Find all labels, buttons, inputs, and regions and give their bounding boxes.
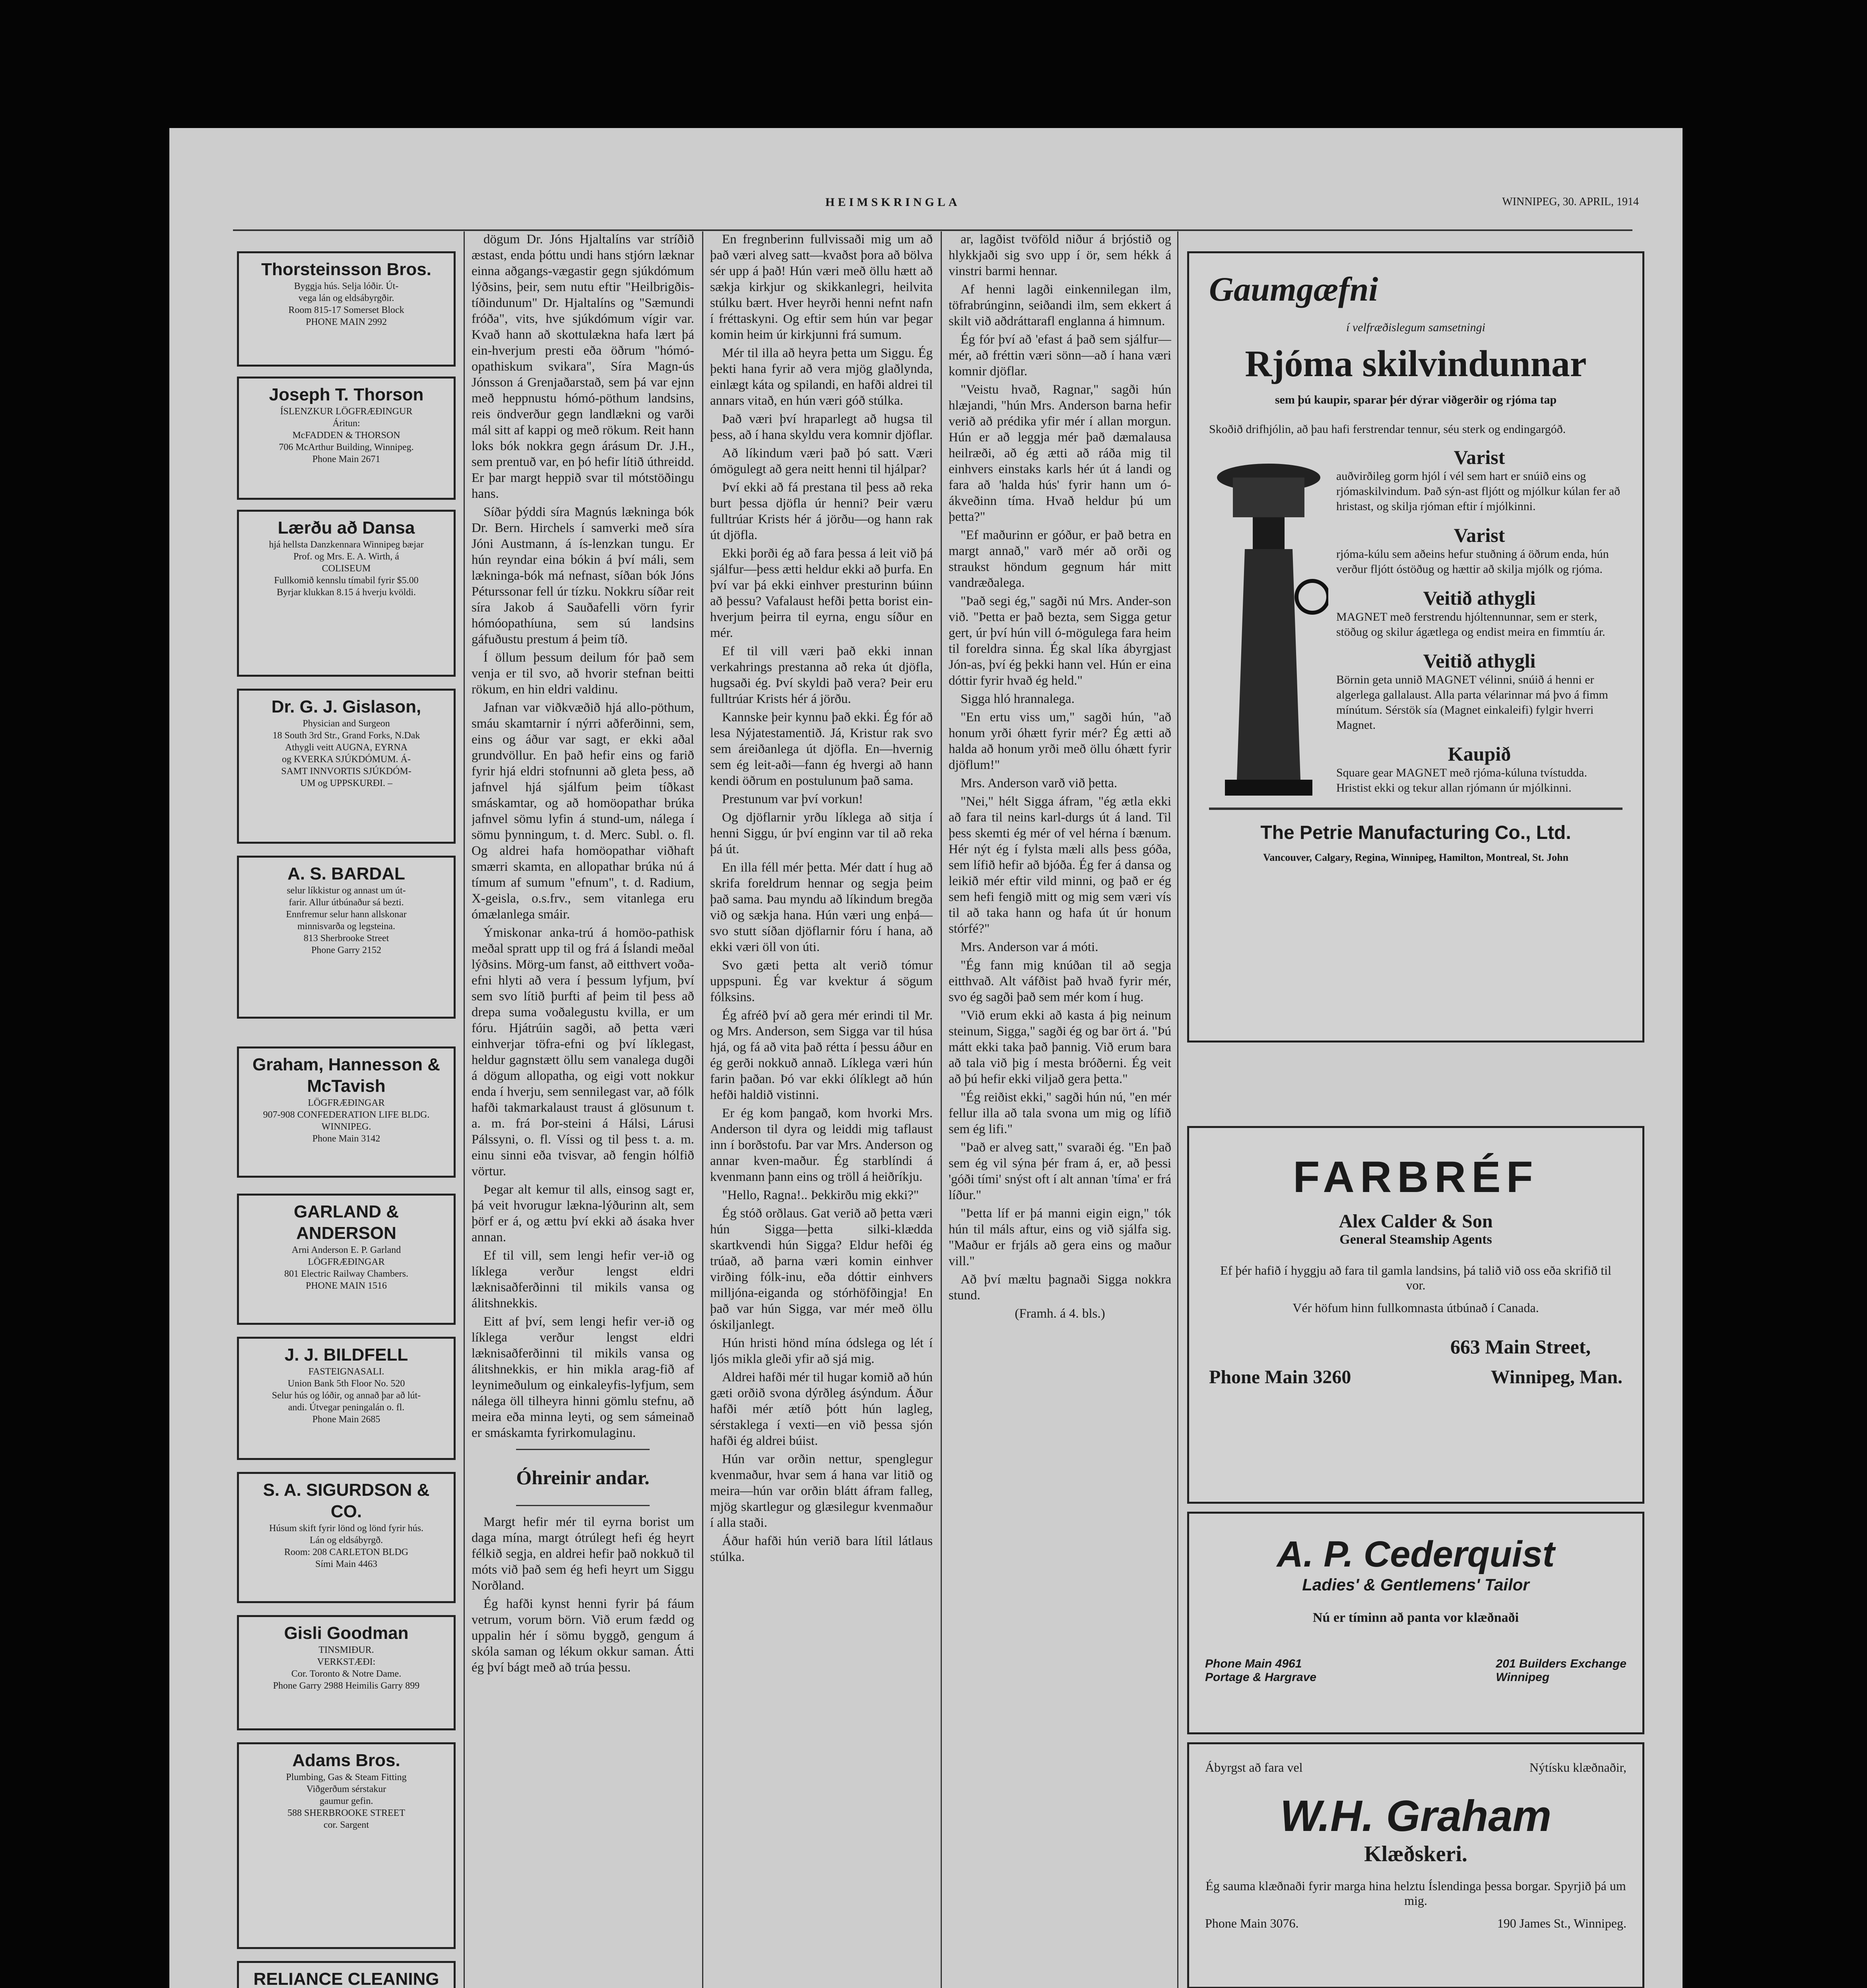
paragraph: "Ég fann mig knúðan til að segja eitthvað. Alt váfðist það hvað fyrir mér, svo ég sagði það sem mér kom í hug. <box>949 958 1171 1004</box>
column-rule-3 <box>941 231 942 1988</box>
paragraph: ar, lagðist tvöföld niður á brjóstið og hlykkjaði sig svo upp í ör, sem hékk á vinstri barmi hennar. <box>949 232 1171 278</box>
ad-name: Thorsteinsson Bros. <box>261 260 431 279</box>
paragraph: Því ekki að fá prestana til þess að reka burt þessa djöfla úr henni? Þeir væru fulltrúar Krists hér á jörðu—og hann rak út djöfla. <box>710 480 933 542</box>
graham-title: Klæðskeri. <box>1364 1842 1467 1866</box>
ad-line: Lán og eldsábyrgð. <box>309 1535 383 1545</box>
paragraph: Hún var orðin nettur, spenglegur kvenmaður, hvar sem á hana var litið og meira—hún var orðin blátt áfram falleg, mjög skartlegur og glæsilegur kvenmaður í alla staði. <box>710 1452 933 1530</box>
ad-line: Selur hús og lóðir, og annað þar að lút- <box>272 1390 421 1401</box>
ad-line: Sími Main 4463 <box>315 1559 377 1569</box>
business-card-ad <box>237 1046 456 1178</box>
section-heading: Veitið athygli <box>1423 587 1536 609</box>
graham-name: W.H. Graham <box>1280 1792 1552 1840</box>
paragraph: Svo gæti þetta alt verið tómur uppspuni. Ég var kvektur á sögum fólksins. <box>710 958 933 1004</box>
story-heading: Óhreinir andar. <box>516 1466 650 1489</box>
ad-name: Joseph T. Thorson <box>269 385 424 404</box>
header-rule <box>233 229 1632 231</box>
ad-line: Room: 208 CARLETON BLDG <box>284 1547 409 1557</box>
farbref-address-2: Winnipeg, Man. <box>1490 1367 1622 1388</box>
graham-tailor-ad <box>1187 1742 1644 1988</box>
business-card-ad <box>237 1194 456 1325</box>
business-card-ad <box>237 377 456 500</box>
graham-text: Ég sauma klæðnaði fyrir marga hina helztu Íslendinga þessa borgar. Spyrjið þá um mig. <box>1205 1879 1626 1908</box>
ad-line: FASTEIGNASALI. <box>308 1367 384 1377</box>
paragraph: Jafnan var viðkvæðið hjá allo-pöthum, smáu skamtarnir í nýrri aðferðinni, sem, eins og áður var sagt, er ekki aðal grundvöllur. En það hefir eins og farið fyrir hjá eldri stofnunni að gleta þess, að jafnvel hjá sjálfum þeim tíðkast smáskamtar, og að homöopathar brúka jafnvel sömu lyfin á stund-um, nálega í sömu þynningum, t. d. Merc. Subl. o. fl. Og aldrei hafa homöopathar viðhaft smærri skamta, en allopathar brúka nú á tímum af sumum "efnum", t. d. Radium, X-geisla, o.s.frv., sem vitanlega eru ómælanlega smáir. <box>472 701 694 922</box>
graham-phone: Phone Main 3076. <box>1205 1916 1299 1930</box>
ad-line: Union Bank 5th Floor No. 520 <box>287 1378 405 1389</box>
divider <box>516 1449 650 1450</box>
paragraph: Það væri því hraparlegt að hugsa til þess, að í hana skyldu vera komnir djöflar. <box>710 412 933 442</box>
business-card-ad <box>237 689 456 844</box>
ad-line: andi. Útvegar peningalán o. fl. <box>288 1402 405 1413</box>
ad-name: GARLAND & ANDERSON <box>294 1202 399 1243</box>
ad-heading: Rjóma skilvindunnar <box>1245 343 1587 384</box>
ad-line: Byrjar klukkan 8.15 á hverju kvöldi. <box>277 587 416 598</box>
paragraph: "Það segi ég," sagði nú Mrs. Ander-son við. "Þetta er það bezta, sem Sigga getur gert, úr því hún vill ó-mögulega fara heim til foreldra sinna. Ég skal líka ábyrgjast Jón-as, því ég þekki hann vel. Hún er eina dóttir fyrir hvað ég held." <box>949 594 1171 688</box>
ad-line: PHONE MAIN 2992 <box>306 317 387 327</box>
divider <box>516 1505 650 1506</box>
ad-line: Fullkomið kennslu tímabil fyrir $5.00 <box>274 575 419 586</box>
paragraph: En fregnberinn fullvissaði mig um að það væri alveg satt—kvaðst þora að bölva sér upp á það! Hún væri með öllu hætt að sækja kirkjur og skikkanlegri, heilvita stúlku bært. Hver heyrði henni nefnt nafn í fréttaskyni. Og eftir sem hún var þegar komin heim úr kirkjunni frá sumum. <box>710 232 933 342</box>
ad-line: McFADDEN & THORSON <box>292 430 400 441</box>
business-card-ad <box>237 856 456 1019</box>
cederquist-phone: Phone Main 4961 <box>1205 1657 1302 1670</box>
ad-line: Arni Anderson E. P. Garland <box>291 1245 401 1255</box>
ad-line: Phone Main 2671 <box>312 454 380 464</box>
ad-name: Dr. G. J. Gislason, <box>271 697 421 716</box>
ad-line: vega lán og eldsábyrgðir. <box>298 293 394 303</box>
ad-name: Graham, Hannesson & McTavish <box>252 1055 440 1096</box>
masthead-date: WINNIPEG, 30. APRIL, 1914 <box>1502 196 1639 208</box>
newspaper-page <box>169 128 1683 1988</box>
ad-line: Áritun: <box>332 418 360 429</box>
ad-line: 801 Electric Railway Chambers. <box>284 1269 408 1279</box>
business-card-ad <box>237 1961 456 1988</box>
paragraph: Kannske þeir kynnu það ekki. Ég fór að lesa Nýjatestamentið. Já, Kristur rak svo sem áreiðanlega út djöfla. En—hvernig sem ég leit-aði—fann ég hvergi að hann kendi öðrum en postulunum það sama. <box>710 710 933 788</box>
paragraph: En illa féll mér þetta. Mér datt í hug að skrifa foreldrum hennar og segja þeim það sama. Þau myndu að líkindum bregða við og sækja hana. Hún væri ung enþá—svo stutt síðan djöflarnir fóru í hana, að ekki væri öll von úti. <box>710 860 933 954</box>
ad-line: 18 South 3rd Str., Grand Forks, N.Dak <box>272 730 420 741</box>
paragraph: Ég hafði kynst henni fyrir þá fáum vetrum, vorum börn. Við erum fædd og uppalin hér í sömu byggð, gengum á skóla saman og lékum okkur saman. Átti ég því bágt með að trúa þessu. <box>472 1597 694 1675</box>
graham-left-note: Ábyrgst að fara vel <box>1205 1760 1303 1774</box>
ad-line: 813 Sherbrooke Street <box>303 933 389 944</box>
ad-line: selur líkkistur og annast um út- <box>287 885 406 896</box>
ad-name: A. S. BARDAL <box>287 864 405 883</box>
section-text: rjóma-kúlu sem aðeins hefur stuðning á öðrum enda, hún verður fljótt óstöðug og hættir að skilja mjólk og rjóma. <box>1336 547 1609 576</box>
paragraph: Mrs. Anderson var á móti. <box>961 940 1098 954</box>
column-2-story <box>472 1514 694 1675</box>
paragraph: Prestunum var því vorkun! <box>722 792 863 806</box>
ad-line: Physician and Surgeon <box>303 718 390 729</box>
paragraph: "Veistu hvað, Ragnar," sagði hún hlæjandi, "hún Mrs. Anderson barna hefir verið að prédika yfir mér í allan morgun. Hún er að leggja mér það dæmalausa heilræði, að ég ætti að ráða mig til einhvers einstaks karls hér út á landi og fara að 'halda hús' fyrir hann um ó-ákveðinn tíma. Hvað heldur þú um þetta?" <box>949 382 1171 524</box>
business-card-ad <box>237 1337 456 1460</box>
paragraph: Ekki þorði ég að fara þessa á leit við þá sjálfur—þess ætti heldur ekki að þurfa. En því var þá ekki einhver presturinn búinn að þessu? Vafalaust hefði þetta borist ein-hverjum þeirra til eyrna, engu síður en mér. <box>710 546 933 640</box>
column-rule-1 <box>464 231 465 1988</box>
paragraph: Eitt af því, sem lengi hefir ver-ið og líklega verður lengst eldri læknisaðferðinni til mikils vansa og álitshnekkis, er hin mikla arag-fið af leynimeðulum og einkaleyfis-lyfjum, sem nálega öll tilheyra hinni gömlu stefnu, að meira eða minna leyti, og sem sámeinað er smáskamta fyrirkomulaginu. <box>472 1314 694 1440</box>
paragraph: "Það er alveg satt," svaraði ég. "En það sem ég vil sýna þér fram á, er, að þessi 'góði tími' snýst oft í alt annan 'tíma' er frá líður." <box>949 1140 1171 1202</box>
paragraph: dögum Dr. Jóns Hjaltalíns var stríðið æstast, enda þóttu undi hans stjórn læknar einna aðgangs-vægastir gegn sjúkdómum lýðsins, þeir, sem nutu eftir "Heilbrigðis-tíðindunum" Dr. Hjaltalíns og "Sæmundi fróða", vits, hve sjúkdómum vígir var. Kvað hann að skottulækna hafa lært þá ein-hverjum presti eða öðrum "hómó-opathiskum svikara", Síra Magn-ús Jónsson á Grenjaðarstað, sem þá var ejnn með heppnustu hómó-pöthum landsins, reis öndverður gegn landlækni og varði mál sitt af kappi og með rökum. Reit hann loks bók nokkra gegn árásum Dr. J.H., sem prentuð var, en þó hefir lítið úthreidd. Er þar margt heppið svar til mótstöðingu hans. <box>472 232 694 501</box>
graham-address: 190 James St., Winnipeg. <box>1497 1916 1626 1930</box>
business-card-ad <box>237 1472 456 1603</box>
paragraph: Að því mæltu þagnaði Sigga nokkra stund. <box>949 1272 1171 1303</box>
paragraph: Ég fór því að 'efast á það sem sjálfur—mér, að fréttin væri sönn—að í hana væri komnir djöflar. <box>949 332 1171 379</box>
cederquist-city: Winnipeg <box>1496 1671 1550 1684</box>
ad-line: VERKSTÆÐI: <box>317 1657 376 1667</box>
ad-line: 907-908 CONFEDERATION LIFE BLDG. <box>263 1110 430 1120</box>
farbref-text-2: Vér höfum hinn fullkomnasta útbúnað í Canada. <box>1293 1301 1539 1315</box>
paragraph: Í öllum þessum deilum fór það sem venja er til svo, að hvorir stefnan beitti rökum, en hin eldri valdinu. <box>472 650 694 697</box>
paragraph: Ég afréð því að gera mér erindi til Mr. og Mrs. Anderson, sem Sigga var til húsa hjá, og fá að vita það rétta í þessu áður en ég gerði nokkuð annað. Líklega væri hún farin þaðan. Þó var ekki ólíklegt að hún hefði haldið vistinni. <box>710 1008 933 1102</box>
ad-line: Plumbing, Gas & Steam Fitting <box>286 1772 407 1782</box>
ad-line: gaumur gefin. <box>319 1796 373 1806</box>
ad-title: Gaumgæfni <box>1209 270 1378 308</box>
farbref-address-1: 663 Main Street, <box>1450 1336 1591 1358</box>
ad-name: Lærðu að Dansa <box>278 518 415 538</box>
paragraph: "Nei," hélt Sigga áfram, "ég ætla ekki að fara til neins karl-durgs út á land. Til þess skemti ég mér of vel hérna í bænum. Hér nýt ég í fylsta mæli alls þess góða, sem lífið hefir að bjóða. Ég fer á dansa og leikið mér eftir vild minni, og það er ég sem hefi fengið mitt og mig sem væri vís til að taka hann og hafa út úr honum stórfé?" <box>949 794 1171 936</box>
column-4-text <box>949 231 1171 1303</box>
section-text: MAGNET með ferstrendu hjóltennunnar, sem er sterk, stöðug og skilur ágætlega og endist meira en fimmtíu ár. <box>1336 610 1605 639</box>
paragraph: Ef til vill væri það ekki innan verkahrings prestanna að reka út djöfla, hugsaði ég. Því skyldi það vera? Þeir eru fulltrúar Krists hér á jörðu. <box>710 644 933 706</box>
paragraph: Af henni lagði einkennilegan ilm, töfrabrúnginn, seiðandi ilm, sem ekkert á skilt við aðdráttarafl englanna á himnum. <box>949 282 1171 328</box>
ad-line: Phone Garry 2152 <box>311 945 381 955</box>
paragraph: Og djöflarnir yrðu líklega að sitja í henni Siggu, úr því enginn var til að reka þá út. <box>710 810 933 856</box>
ad-name: S. A. SIGURDSON & CO. <box>263 1480 430 1521</box>
ad-line: Phone Main 3142 <box>312 1134 380 1144</box>
ad-name: Adams Bros. <box>292 1751 400 1770</box>
paragraph: Ef til vill, sem lengi hefir ver-ið og líklega verður lengst eldri læknisaðferðinni til mikils vansa og álitshnekkis. <box>472 1248 694 1310</box>
ad-line: 588 SHERBROOKE STREET <box>287 1808 405 1818</box>
paragraph: Mér til illa að heyra þetta um Siggu. Ég þekti hana fyrir að vera mjög glaðlynda, einlægt káta og spilandi, en hafði aldrei til annars vitað, en hún væri góð stúlka. <box>710 346 933 408</box>
section-heading: Kaupið <box>1448 743 1511 765</box>
article-column-2 <box>472 231 694 1988</box>
business-card-ad <box>237 251 456 367</box>
business-card-ad <box>237 1742 456 1949</box>
paragraph: "Þetta líf er þá manni eigin eign," tók hún til máls aftur, eins og við sjálfa sig. "Maður er frjáls að gera eins og maður vill." <box>949 1206 1171 1268</box>
paragraph: Þegar alt kemur til alls, einsog sagt er, þá veit hvorugur lækna-lýðurinn alt, sem þörf er á, og ættu því ekki að ásaka hver annan. <box>472 1182 694 1244</box>
ad-line: PHONE MAIN 1516 <box>306 1281 387 1291</box>
ad-line: og KVERKA SJÚKDÓMUM. Á- <box>281 754 411 765</box>
ad-line: COLISEUM <box>322 563 371 574</box>
ad-line: Athygli veitt AUGNA, EYRNA <box>285 742 408 753</box>
farbref-phone: Phone Main 3260 <box>1209 1367 1351 1388</box>
column-rule-2 <box>702 231 703 1988</box>
ad-line: minnisvarða og legsteina. <box>297 921 395 932</box>
paragraph: "Ég reiðist ekki," sagði hún nú, "en mér fellur illa að tala svona um mig og lífið sem ég lifi." <box>949 1090 1171 1136</box>
continuation-note: (Framh. á 4. bls.) <box>1015 1307 1105 1321</box>
ad-line: Room 815-17 Somerset Block <box>288 305 404 315</box>
farbref-title: FARBRÉF <box>1293 1153 1539 1202</box>
farbref-ad <box>1187 1126 1644 1504</box>
magnet-separator-ad <box>1187 251 1644 1043</box>
ad-line: Prof. og Mrs. E. A. Wirth, á <box>293 551 399 562</box>
ad-intro: Skoðið drifhjólin, að þau hafi ferstrendar tennur, séu sterk og endingargóð. <box>1209 423 1566 436</box>
farbref-agents: General Steamship Agents <box>1339 1232 1492 1247</box>
cederquist-subtitle: Ladies' & Gentlemens' Tailor <box>1302 1575 1529 1594</box>
graham-right-note: Nýtísku klæðnaðir, <box>1529 1760 1626 1774</box>
ad-line: Húsum skift fyrir lönd og lönd fyrir hús. <box>269 1523 423 1534</box>
ad-name: J. J. BILDFELL <box>284 1345 408 1365</box>
section-text: Börnin geta unnið MAGNET vélinni, snúið á henni er algerlega gallalaust. Alla parta vélarinnar má þvo á fimm mínútum. Sérstök sía (Magnet einkaleifi) fylgir hverri Magnet. <box>1336 673 1608 732</box>
ad-line: LÖGFRÆÐINGAR <box>308 1098 385 1108</box>
business-card-ad <box>237 510 456 677</box>
column-2-text <box>472 231 694 1441</box>
ad-line: ÍSLENZKUR LÖGFRÆÐINGUR <box>280 406 413 417</box>
cederquist-ad <box>1187 1512 1644 1734</box>
ad-line: UM og UPPSKURÐI. – <box>300 778 393 788</box>
ad-name: RELIANCE CLEANING <box>253 1969 439 1988</box>
ad-line: farir. Allur útbúnaður sá bezti. <box>289 897 404 908</box>
ad-tagline: sem þú kaupir, sparar þér dýrar viðgerðir og rjóma tap <box>1275 393 1557 406</box>
farbref-text-1: Ef þér hafið í hyggju að fara til gamla landsins, þá talið við oss eða skrifið til vor. <box>1220 1263 1611 1292</box>
ad-line: WINNIPEG. <box>321 1122 371 1132</box>
section-heading: Veitið athygli <box>1423 650 1536 672</box>
section-text: auðvirðileg gorm hjól í vél sem hart er snúið eins og rjómaskilvindum. Það sýn-ast fljótt og mjólkur kúlan fer að hristast, og skilja rjóman eftir í mjólkinni. <box>1336 470 1621 513</box>
ad-line: Phone Main 2685 <box>312 1414 380 1425</box>
paragraph: Margt hefir mér til eyrna borist um daga mína, margt ótrúlegt hefi ég heyrt félkið segja, en aldrei hefir það nokkuð til móts við það sem ég hefi heyrt um Siggu Norðland. <box>472 1515 694 1593</box>
business-card-ad <box>237 1615 456 1730</box>
ad-line: Ennfremur selur hann allskonar <box>286 909 407 920</box>
ad-line: Cor. Toronto & Notre Dame. <box>291 1669 402 1679</box>
paragraph: Ýmiskonar anka-trú á homöo-pathisk meðal spratt upp til og frá á Íslandi meðal lýðsins. Mörg-um fanst, að eitthvert voða-efni hlyti að vera í þessum lyfjum, því sem svo lítið þurfti af þeim til þess að drepa suma voðalegustu kvilla, er um fóru. Hjátrúin sagði, að þetta væri einhverjar töfra-efni og því líklegast, heldur gagnstætt öllu sem vanalega dugði á dögum allopatha, og eigi vott nokkur enda í hverju, sem sennilegast var, að fólk hafði takmarkalaust traust á glösunum t. a. m. frá Þor-steini á Hálsi, Lárusi Pálssyni, o. fl. Víssi og til þess t. a. m. einu sinni eða tvisvar, að fengin hólfið vörtur. <box>472 926 694 1178</box>
ad-line: hjá hellsta Danzkennara Winnipeg bæjar <box>269 540 424 550</box>
ad-line: cor. Sargent <box>323 1820 369 1830</box>
article-column-4 <box>949 231 1171 1988</box>
cederquist-exchange: 201 Builders Exchange <box>1496 1657 1626 1670</box>
paragraph: Að líkindum væri það þó satt. Væri ómögulegt að gera neitt henni til hjálpar? <box>710 446 933 476</box>
ad-line: LÖGFRÆÐINGAR <box>308 1257 385 1267</box>
article-column-3 <box>710 231 933 1988</box>
ad-line: SAMT INNVORTIS SJÚKDÓM- <box>281 766 411 777</box>
ad-name: Gisli Goodman <box>284 1623 409 1643</box>
cream-separator-icon <box>1209 454 1328 812</box>
ad-subtitle: í velfræðislegum samsetningi <box>1346 321 1485 334</box>
ad-line: Byggja hús. Selja lóðir. Út- <box>294 281 399 291</box>
paragraph: "Hello, Ragna!.. Þekkirðu mig ekki?" <box>722 1188 919 1202</box>
company-cities: Vancouver, Calgary, Regina, Winnipeg, Hamilton, Montreal, St. John <box>1263 852 1569 863</box>
paragraph: Áður hafði hún verið bara lítil látlaus stúlka. <box>710 1534 933 1564</box>
ad-line: 706 McArthur Building, Winnipeg. <box>279 442 414 452</box>
paragraph: "En ertu viss um," sagði hún, "að honum yrði óhætt fyrir mér? Ég ætti að halda að honum yrði með öllu óhætt fyrir djöflum!" <box>949 710 1171 772</box>
paragraph: Hún hristi hönd mína ódslega og lét í ljós mikla gleði yfir að sjá mig. <box>710 1336 933 1366</box>
paragraph: Mrs. Anderson varð við þetta. <box>961 776 1118 790</box>
ad-line: Viðgerðum sérstakur <box>306 1784 386 1794</box>
cederquist-tagline: Nú er tíminn að panta vor klæðnaði <box>1312 1610 1519 1625</box>
column-rule-4 <box>1177 231 1178 1988</box>
masthead-title: HEIMSKRINGLA <box>825 196 961 209</box>
farbref-company: Alex Calder & Son <box>1339 1211 1493 1232</box>
paragraph: Síðar þýddi síra Magnús lækninga bók Dr. Bern. Hirchels í samverki með síra Jóni Austmann, á ís-lenzkan tungu. Er hún reyndar eina bókin á því máli, sem lækninga-bók má nefnast, síðan bók Jóns Péturssonar fell úr tízku. Nokkru síðar reit síra Jakob á Sauðafelli vörn fyrir hómóopathíuna, sem sú landsins gáfuðustu prestum á þeim tíð. <box>472 505 694 646</box>
column-3-text <box>710 231 933 1565</box>
paragraph: Sigga hló hrannalega. <box>961 692 1075 706</box>
cederquist-address: Portage & Hargrave <box>1205 1671 1317 1684</box>
paragraph: Er ég kom þangað, kom hvorki Mrs. Anderson til dyra og leiddi mig taflaust inn í borðstofu. Þar var Mrs. Anderson og annar kven-maður. Ég starblíndi á kvenmann þann eins og tröll á heiðríkju. <box>710 1106 933 1184</box>
cederquist-name: A. P. Cederquist <box>1277 1534 1555 1574</box>
masthead <box>169 192 1683 215</box>
section-heading: Varist <box>1454 446 1505 468</box>
ad-line: TINSMIÐUR. <box>318 1645 374 1655</box>
paragraph: Aldrei hafði mér til hugar komið að hún gæti orðið svona dýrðleg ásýndum. Áður hafði mér ætíð þótt hún lagleg, sérstaklega í vexti—en við þessa sjón hafði ég aldrei búist. <box>710 1370 933 1448</box>
paragraph: "Ef maðurinn er góður, er það betra en margt annað," varð mér að orði og straukst höndum gegnum hár mitt vandræðalega. <box>949 528 1171 590</box>
ad-line: Phone Garry 2988 Heimilis Garry 899 <box>273 1681 420 1691</box>
company-name: The Petrie Manufacturing Co., Ltd. <box>1260 822 1571 843</box>
section-text: Square gear MAGNET með rjóma-kúluna tvístudda. Hristist ekki og tekur allan rjómann úr mjólkinni. <box>1336 766 1587 794</box>
section-heading: Varist <box>1454 524 1505 546</box>
paragraph: Ég stóð orðlaus. Gat verið að þetta væri hún Sigga—þetta silki-klædda skartkvendi hún Sigga? Eldur hefði ég trúað, að þarna væri komin einhver virðing fólk-inu, eða dóttir einhvers milljóna-eiganda og stórhöfðingja! En það var hún Sigga, var mér með öllu óskiljanlegt. <box>710 1206 933 1332</box>
ad-sections <box>1336 446 1622 796</box>
paragraph: "Við erum ekki að kasta á þig neinum steinum, Sigga," sagði ég og bar ört á. "Þú mátt ekki taka það þannig. Við erum bara að tala við þig í mesta bróðerni. Ég veit að þú hefir ekki viljað gera þetta." <box>949 1008 1171 1086</box>
